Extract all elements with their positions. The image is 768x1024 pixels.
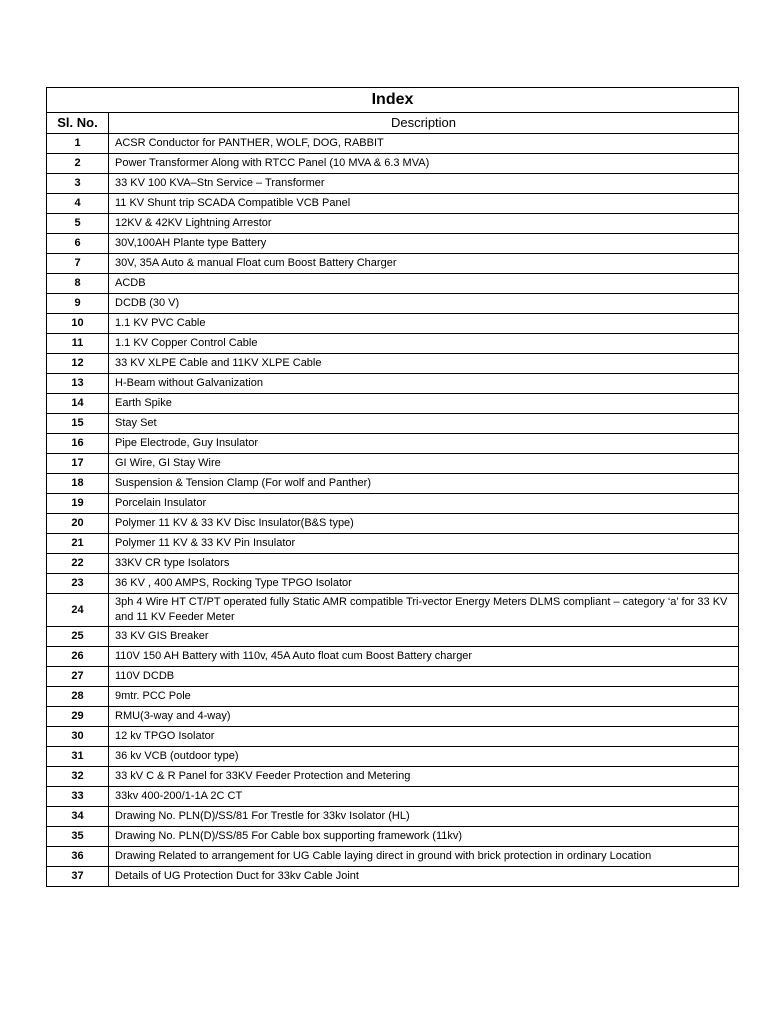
table-row [47, 727, 739, 747]
description-cell: 33 KV 100 KVA–Stn Service – Transformer [109, 174, 739, 194]
table-row [47, 354, 739, 374]
sl-no-cell: 10 [47, 314, 109, 334]
description-cell: 33 kV C & R Panel for 33KV Feeder Protection and Metering [109, 767, 739, 787]
sl-no-cell: 31 [47, 747, 109, 767]
sl-no-cell: 17 [47, 454, 109, 474]
description-cell: ACDB [109, 274, 739, 294]
description-cell: Porcelain Insulator [109, 494, 739, 514]
table-row [47, 414, 739, 434]
sl-no-cell: 21 [47, 534, 109, 554]
description-cell: 36 KV , 400 AMPS, Rocking Type TPGO Isolator [109, 574, 739, 594]
sl-no-cell: 19 [47, 494, 109, 514]
sl-no-cell: 12 [47, 354, 109, 374]
table-row [47, 274, 739, 294]
description-cell: 110V 150 AH Battery with 110v, 45A Auto float cum Boost Battery charger [109, 647, 739, 667]
column-header-description: Description [109, 113, 739, 134]
index-title: Index [47, 88, 739, 113]
table-row [47, 747, 739, 767]
sl-no-cell: 13 [47, 374, 109, 394]
table-row [47, 314, 739, 334]
table-row [47, 574, 739, 594]
sl-no-cell: 37 [47, 867, 109, 887]
index-table [46, 87, 739, 887]
title-row [47, 88, 739, 113]
table-row [47, 134, 739, 154]
sl-no-cell: 9 [47, 294, 109, 314]
description-cell: GI Wire, GI Stay Wire [109, 454, 739, 474]
sl-no-cell: 16 [47, 434, 109, 454]
sl-no-cell: 18 [47, 474, 109, 494]
sl-no-cell: 28 [47, 687, 109, 707]
table-row [47, 594, 739, 627]
table-row [47, 767, 739, 787]
table-row [47, 254, 739, 274]
description-cell: 3ph 4 Wire HT CT/PT operated fully Static AMR compatible Tri-vector Energy Meters DLMS compliant – category ‘a’ for 33 KV and 11 KV Feeder Meter [109, 594, 739, 627]
header-row [47, 113, 739, 134]
description-cell: RMU(3-way and 4-way) [109, 707, 739, 727]
description-cell: 12KV & 42KV Lightning Arrestor [109, 214, 739, 234]
table-row [47, 294, 739, 314]
sl-no-cell: 32 [47, 767, 109, 787]
table-row [47, 434, 739, 454]
table-row [47, 554, 739, 574]
sl-no-cell: 8 [47, 274, 109, 294]
sl-no-cell: 2 [47, 154, 109, 174]
sl-no-cell: 22 [47, 554, 109, 574]
table-row [47, 534, 739, 554]
table-row [47, 334, 739, 354]
description-cell: 9mtr. PCC Pole [109, 687, 739, 707]
description-cell: ACSR Conductor for PANTHER, WOLF, DOG, RABBIT [109, 134, 739, 154]
description-cell: Polymer 11 KV & 33 KV Disc Insulator(B&S type) [109, 514, 739, 534]
table-row [47, 647, 739, 667]
column-header-sl-no: Sl. No. [47, 113, 109, 134]
table-row [47, 494, 739, 514]
description-cell: 11 KV Shunt trip SCADA Compatible VCB Panel [109, 194, 739, 214]
sl-no-cell: 7 [47, 254, 109, 274]
description-cell: Drawing No. PLN(D)/SS/85 For Cable box supporting framework (11kv) [109, 827, 739, 847]
sl-no-cell: 25 [47, 627, 109, 647]
table-row [47, 454, 739, 474]
sl-no-cell: 33 [47, 787, 109, 807]
sl-no-cell: 30 [47, 727, 109, 747]
table-row [47, 394, 739, 414]
sl-no-cell: 24 [47, 594, 109, 627]
table-row [47, 514, 739, 534]
description-cell: Suspension & Tension Clamp (For wolf and Panther) [109, 474, 739, 494]
sl-no-cell: 35 [47, 827, 109, 847]
table-row [47, 174, 739, 194]
sl-no-cell: 15 [47, 414, 109, 434]
table-row [47, 194, 739, 214]
index-sheet [46, 87, 738, 887]
table-row [47, 687, 739, 707]
table-row [47, 234, 739, 254]
table-row [47, 807, 739, 827]
description-cell: 30V, 35A Auto & manual Float cum Boost Battery Charger [109, 254, 739, 274]
sl-no-cell: 3 [47, 174, 109, 194]
table-row [47, 707, 739, 727]
description-cell: Polymer 11 KV & 33 KV Pin Insulator [109, 534, 739, 554]
table-row [47, 214, 739, 234]
description-cell: 12 kv TPGO Isolator [109, 727, 739, 747]
table-row [47, 374, 739, 394]
description-cell: 36 kv VCB (outdoor type) [109, 747, 739, 767]
sl-no-cell: 4 [47, 194, 109, 214]
description-cell: 1.1 KV Copper Control Cable [109, 334, 739, 354]
description-cell: H-Beam without Galvanization [109, 374, 739, 394]
description-cell: 33KV CR type Isolators [109, 554, 739, 574]
sl-no-cell: 23 [47, 574, 109, 594]
description-cell: 30V,100AH Plante type Battery [109, 234, 739, 254]
description-cell: DCDB (30 V) [109, 294, 739, 314]
description-cell: 1.1 KV PVC Cable [109, 314, 739, 334]
table-row [47, 627, 739, 647]
description-cell: Stay Set [109, 414, 739, 434]
description-cell: Drawing No. PLN(D)/SS/81 For Trestle for 33kv Isolator (HL) [109, 807, 739, 827]
index-rows [47, 134, 739, 887]
table-row [47, 787, 739, 807]
description-cell: 33 KV XLPE Cable and 11KV XLPE Cable [109, 354, 739, 374]
sl-no-cell: 34 [47, 807, 109, 827]
description-cell: Earth Spike [109, 394, 739, 414]
table-row [47, 827, 739, 847]
table-row [47, 847, 739, 867]
description-cell: Power Transformer Along with RTCC Panel (10 MVA & 6.3 MVA) [109, 154, 739, 174]
sl-no-cell: 14 [47, 394, 109, 414]
sl-no-cell: 11 [47, 334, 109, 354]
sl-no-cell: 1 [47, 134, 109, 154]
sl-no-cell: 29 [47, 707, 109, 727]
sl-no-cell: 27 [47, 667, 109, 687]
description-cell: Details of UG Protection Duct for 33kv Cable Joint [109, 867, 739, 887]
table-row [47, 474, 739, 494]
description-cell: Pipe Electrode, Guy Insulator [109, 434, 739, 454]
table-row [47, 667, 739, 687]
description-cell: 33 KV GIS Breaker [109, 627, 739, 647]
table-row [47, 154, 739, 174]
sl-no-cell: 20 [47, 514, 109, 534]
sl-no-cell: 5 [47, 214, 109, 234]
sl-no-cell: 26 [47, 647, 109, 667]
description-cell: 33kv 400-200/1-1A 2C CT [109, 787, 739, 807]
sl-no-cell: 36 [47, 847, 109, 867]
description-cell: 110V DCDB [109, 667, 739, 687]
sl-no-cell: 6 [47, 234, 109, 254]
table-row [47, 867, 739, 887]
description-cell: Drawing Related to arrangement for UG Cable laying direct in ground with brick protection in ordinary Location [109, 847, 739, 867]
